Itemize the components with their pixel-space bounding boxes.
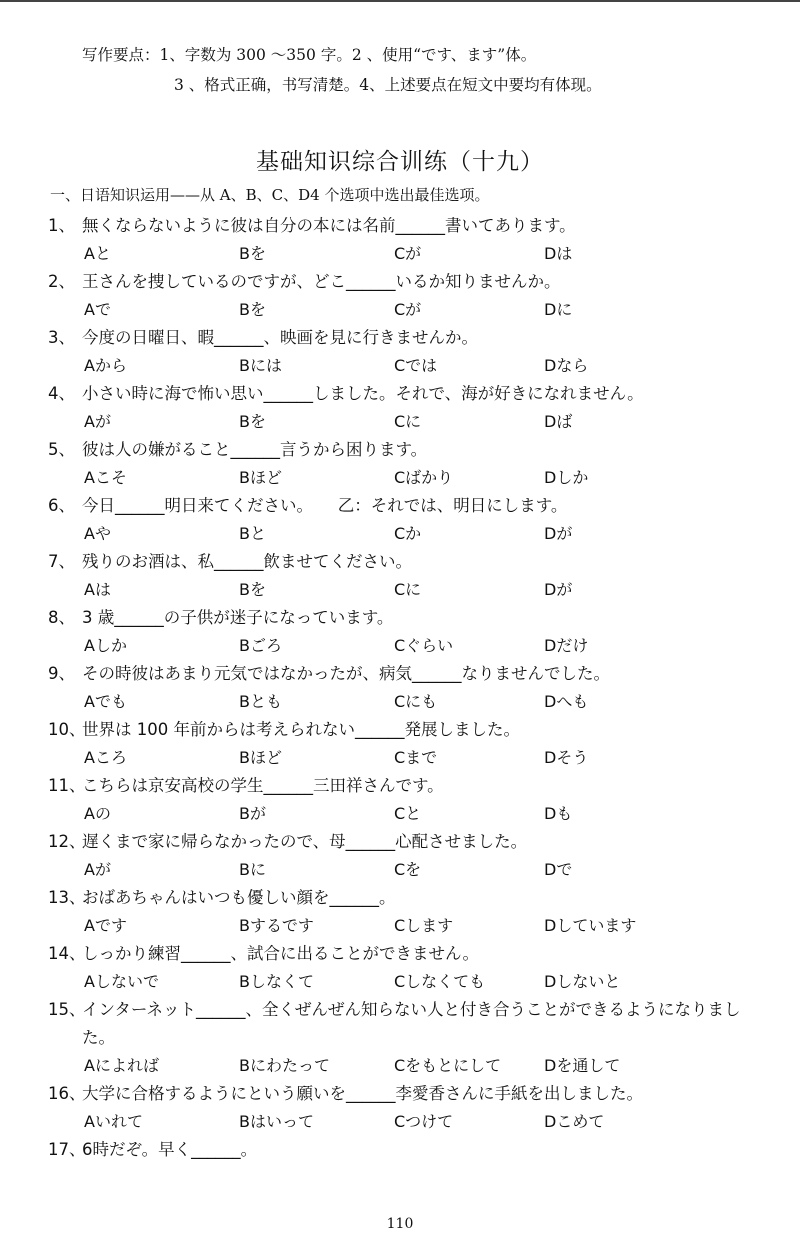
answer-option: Cします <box>394 916 454 935</box>
question-stem <box>48 212 768 240</box>
question-stem <box>48 772 768 800</box>
answer-option: Bするです <box>239 916 314 935</box>
answer-option: Bに <box>239 860 266 879</box>
answer-options <box>48 912 768 940</box>
question-stem <box>48 268 768 296</box>
answer-option: Bごろ <box>239 636 282 655</box>
answer-option: Dだけ <box>544 636 589 655</box>
answer-option: Cをもとにして <box>394 1056 502 1075</box>
question-number: 17、 <box>48 1140 86 1159</box>
question-number: 7、 <box>48 552 75 571</box>
question-item <box>48 940 768 996</box>
question-stem <box>48 828 768 856</box>
answer-options <box>48 968 768 996</box>
answer-option: Bしなくて <box>239 972 314 991</box>
answer-options <box>48 1052 768 1080</box>
question-text: 大学に合格するようにという願いを______李愛香さんに手紙を出しました。 <box>82 1084 643 1103</box>
question-stem <box>48 324 768 352</box>
answer-option: Cつけて <box>394 1112 454 1131</box>
answer-option: Aこそ <box>84 468 127 487</box>
answer-options <box>48 800 768 828</box>
question-stem <box>48 940 768 968</box>
question-number: 15、 <box>48 1000 86 1019</box>
answer-option: Aが <box>84 412 111 431</box>
answer-options <box>48 576 768 604</box>
answer-option: Dが <box>544 524 573 543</box>
question-item <box>48 1136 768 1164</box>
question-item <box>48 268 768 324</box>
answer-option: Aいれて <box>84 1112 143 1131</box>
answer-option: Bを <box>239 580 266 599</box>
answer-options <box>48 1108 768 1136</box>
answer-option: Aで <box>84 300 111 319</box>
question-item <box>48 436 768 492</box>
answer-option: Aころ <box>84 748 127 767</box>
answer-option: Bが <box>239 804 266 823</box>
writing-requirements <box>82 40 782 100</box>
answer-option: Aです <box>84 916 127 935</box>
question-stem <box>48 1136 768 1164</box>
question-number: 16、 <box>48 1084 86 1103</box>
answer-option: Cが <box>394 244 422 263</box>
question-text: 無くならないように彼は自分の本には名前______書いてあります。 <box>82 216 576 235</box>
question-number: 4、 <box>48 384 75 403</box>
answer-option: Dで <box>544 860 573 879</box>
answer-options <box>48 240 768 268</box>
question-stem <box>48 660 768 688</box>
answer-option: Dを通して <box>544 1056 621 1075</box>
question-item <box>48 660 768 716</box>
answer-option: Dしています <box>544 916 637 935</box>
answer-option: Dが <box>544 580 573 599</box>
answer-options <box>48 632 768 660</box>
question-number: 14、 <box>48 944 86 963</box>
answer-option: Dしないと <box>544 972 621 991</box>
answer-option: Aによれば <box>84 1056 159 1075</box>
requirements-line-2: 3 、格式正确，书写清楚。4、上述要点在短文中要均有体现。 <box>174 76 602 94</box>
question-number: 5、 <box>48 440 75 459</box>
answer-option: Bを <box>239 412 266 431</box>
answer-option: Cか <box>394 524 422 543</box>
question-item <box>48 828 768 884</box>
question-item <box>48 324 768 380</box>
question-text: 残りのお酒は、私______飲ませてください。 <box>82 552 412 571</box>
question-text: インターネット______、全くぜんぜん知らない人と付き合うことができるようになりました。 <box>82 1000 741 1047</box>
question-stem <box>48 1080 768 1108</box>
question-text: 今日______明日来てください。 乙：それでは、明日にします。 <box>82 496 568 515</box>
answer-option: Aや <box>84 524 111 543</box>
answer-option: Dば <box>544 412 573 431</box>
question-number: 6、 <box>48 496 75 515</box>
question-stem <box>48 380 768 408</box>
requirements-line-1: 写作要点：1、字数为 300 ～350 字。2 、使用“です、ます”体。 <box>82 46 537 64</box>
answer-option: Cぐらい <box>394 636 454 655</box>
answer-option: Cに <box>394 580 422 599</box>
question-item <box>48 548 768 604</box>
question-number: 10、 <box>48 720 86 739</box>
answer-option: Aしないで <box>84 972 159 991</box>
question-number: 3、 <box>48 328 75 347</box>
answer-option: Cにも <box>394 692 438 711</box>
answer-option: Cまで <box>394 748 438 767</box>
question-text: 3 歳______の子供が迷子になっています。 <box>82 608 394 627</box>
question-stem <box>48 492 768 520</box>
answer-option: Aでも <box>84 692 127 711</box>
answer-option: Bにわたって <box>239 1056 330 1075</box>
question-stem <box>48 716 768 744</box>
question-item <box>48 884 768 940</box>
answer-option: Bはいって <box>239 1112 314 1131</box>
question-text: しっかり練習______、試合に出ることができません。 <box>82 944 479 963</box>
answer-option: Cでは <box>394 356 438 375</box>
question-number: 8、 <box>48 608 75 627</box>
question-text: 王さんを捜しているのですが、どこ______いるか知りませんか。 <box>82 272 561 291</box>
answer-option: Aの <box>84 804 111 823</box>
section-instruction: 一、日语知识运用——从 A、B、C、D4 个选项中选出最佳选项。 <box>50 186 490 204</box>
answer-option: Cが <box>394 300 422 319</box>
answer-option: Dは <box>544 244 573 263</box>
answer-option: Bには <box>239 356 282 375</box>
question-text: 今度の日曜日、暇______、映画を見に行きませんか。 <box>82 328 478 347</box>
question-text: おばあちゃんはいつも優しい顔を______。 <box>82 888 396 907</box>
answer-options <box>48 408 768 436</box>
question-item <box>48 380 768 436</box>
answer-option: Cしなくても <box>394 972 486 991</box>
question-text: 6時だぞ。早く______。 <box>82 1140 258 1159</box>
top-border-line <box>0 0 800 10</box>
answer-option: Aと <box>84 244 111 263</box>
answer-option: Cばかり <box>394 468 454 487</box>
answer-option: Cを <box>394 860 422 879</box>
answer-option: Bを <box>239 244 266 263</box>
answer-option: Aしか <box>84 636 127 655</box>
answer-option: Dなら <box>544 356 589 375</box>
question-stem <box>48 436 768 464</box>
answer-option: Bと <box>239 524 266 543</box>
page-number: 110 <box>386 1216 414 1232</box>
answer-option: Bとも <box>239 692 282 711</box>
answer-option: Bほど <box>239 748 282 767</box>
question-text: 世界は 100 年前からは考えられない______発展しました。 <box>82 720 520 739</box>
question-item <box>48 1080 768 1136</box>
question-item <box>48 604 768 660</box>
answer-options <box>48 520 768 548</box>
question-text: こちらは京安高校の学生______三田祥さんです。 <box>82 776 444 795</box>
answer-option: Aが <box>84 860 111 879</box>
question-number: 11、 <box>48 776 86 795</box>
question-number: 12、 <box>48 832 86 851</box>
answer-option: Bほど <box>239 468 282 487</box>
question-stem <box>48 548 768 576</box>
question-text: 彼は人の嫌がること______言うから困ります。 <box>82 440 428 459</box>
answer-options <box>48 856 768 884</box>
question-number: 1、 <box>48 216 75 235</box>
question-stem <box>48 996 768 1052</box>
section-title: 基础知识综合训练（十九） <box>256 149 544 175</box>
answer-options <box>48 464 768 492</box>
question-number: 2、 <box>48 272 75 291</box>
question-item <box>48 492 768 548</box>
question-text: その時彼はあまり元気ではなかったが、病気______なりませんでした。 <box>82 664 610 683</box>
answer-option: Dに <box>544 300 573 319</box>
answer-option: Dこめて <box>544 1112 605 1131</box>
answer-option: Aは <box>84 580 111 599</box>
answer-option: Dしか <box>544 468 589 487</box>
question-stem <box>48 884 768 912</box>
answer-option: Dも <box>544 804 573 823</box>
question-item <box>48 772 768 828</box>
answer-options <box>48 352 768 380</box>
answer-options <box>48 688 768 716</box>
answer-option: Aから <box>84 356 127 375</box>
question-number: 13、 <box>48 888 86 907</box>
question-item <box>48 996 768 1080</box>
question-number: 9、 <box>48 664 75 683</box>
question-text: 小さい時に海で怖い思い______しました。それで、海が好きになれません。 <box>82 384 644 403</box>
answer-option: Bを <box>239 300 266 319</box>
question-item <box>48 716 768 772</box>
answer-option: Cと <box>394 804 422 823</box>
answer-option: Dそう <box>544 748 589 767</box>
answer-option: Cに <box>394 412 422 431</box>
answer-options <box>48 744 768 772</box>
question-list <box>48 212 768 1164</box>
question-item <box>48 212 768 268</box>
answer-option: Dへも <box>544 692 589 711</box>
answer-options <box>48 296 768 324</box>
question-stem <box>48 604 768 632</box>
question-text: 遅くまで家に帰らなかったので、母______心配させました。 <box>82 832 528 851</box>
